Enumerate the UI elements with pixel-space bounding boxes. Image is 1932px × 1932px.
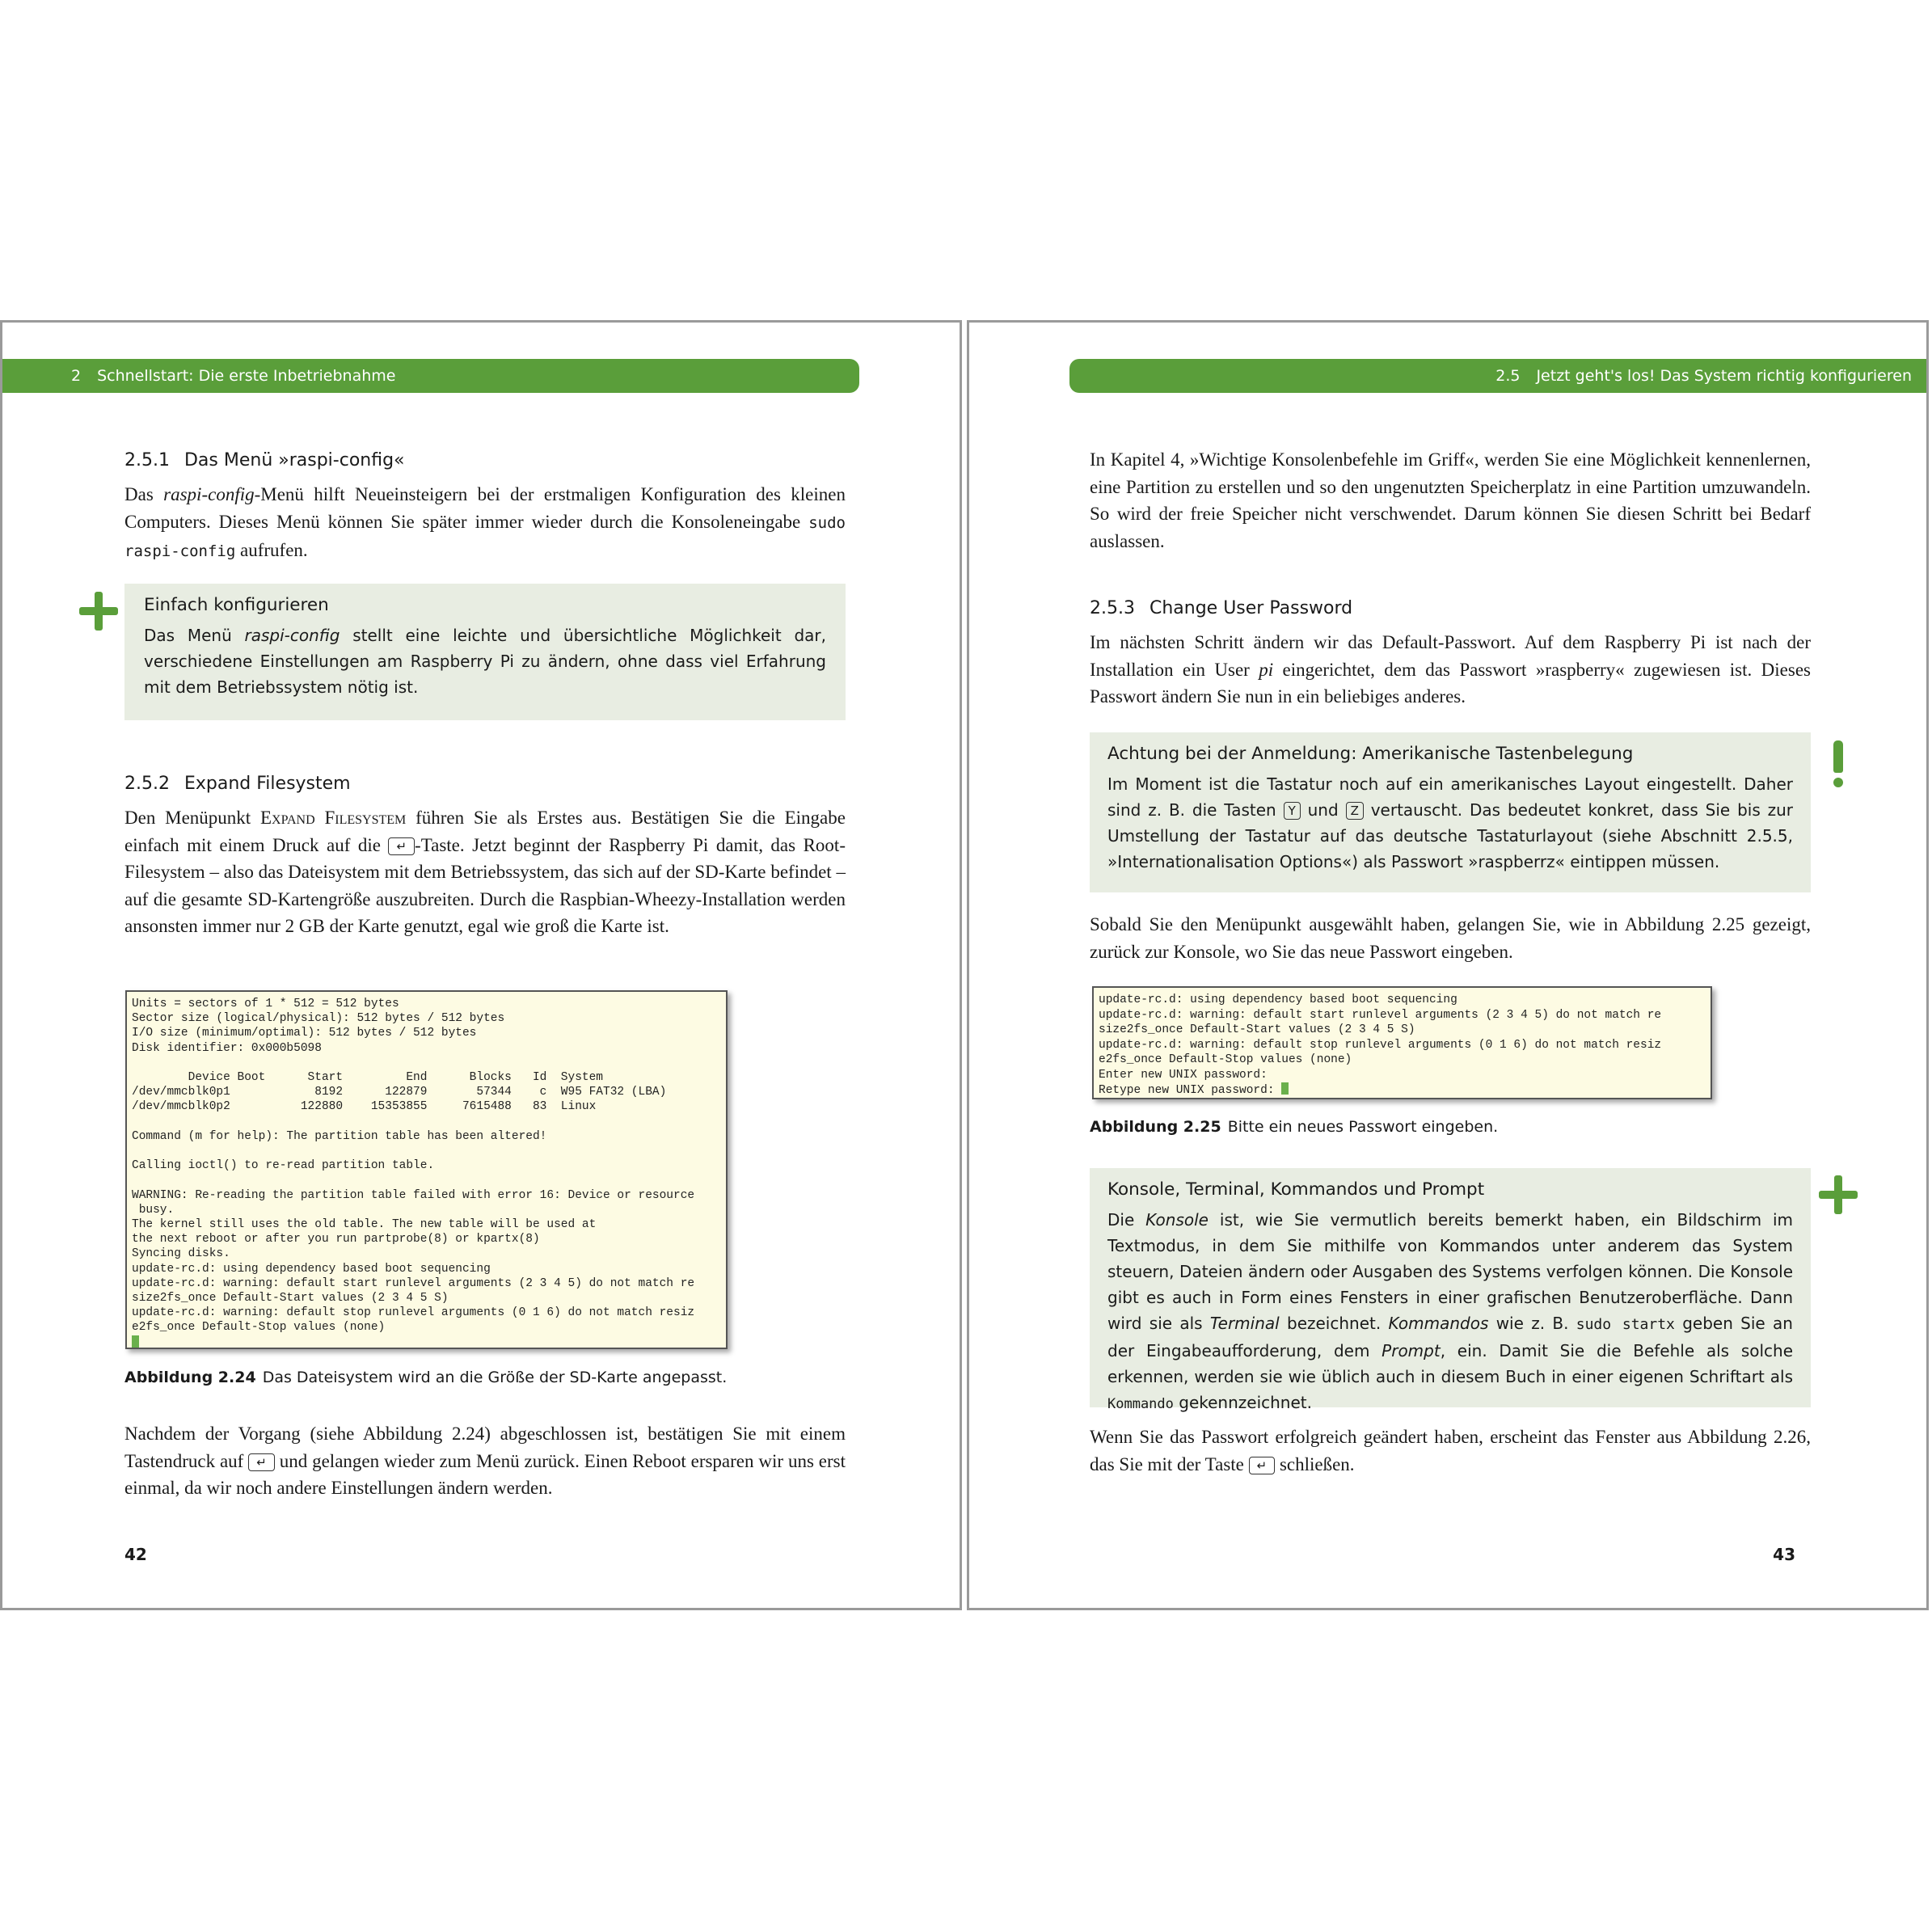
figure-caption-2-24: Abbildung 2.24 Das Dateisystem wird an die Größe der SD-Karte angepasst. bbox=[124, 1369, 728, 1386]
paragraph-change-password: Im nächsten Schritt ändern wir das Default-Passwort. Auf dem Raspberry Pi ist nach der Installation ein User pi eingerichtet, dem das Passwort »raspberry« zugewiesen ist. Dieses Passwort ändern Sie nun in ein beliebiges anderes. bbox=[1090, 632, 1811, 707]
section-header-title: Jetzt geht's los! Das System richtig konfigurieren bbox=[1536, 367, 1912, 385]
key-z: Z bbox=[1346, 802, 1364, 820]
info-box bbox=[1090, 1168, 1811, 1412]
page-number: 42 bbox=[124, 1545, 147, 1564]
chapter-title: Schnellstart: Die erste Inbetriebnahme bbox=[97, 367, 396, 385]
figure-caption-2-25: Abbildung 2.25 Bitte ein neues Passwort eingeben. bbox=[1090, 1118, 1499, 1136]
enter-key-icon: ↵ bbox=[1249, 1457, 1276, 1474]
right-page bbox=[967, 320, 1929, 1610]
enter-key-icon: ↵ bbox=[248, 1453, 275, 1471]
exclamation-warning-icon bbox=[1830, 740, 1846, 787]
tip-box bbox=[124, 584, 846, 720]
enter-key-icon: ↵ bbox=[388, 837, 415, 855]
tip-box-text: Das Menü raspi-config stellt eine leichte und übersichtliche Möglichkeit dar, verschiedene Einstellungen am Raspberry Pi zu ändern, ohne dass viel Erfahrung mit dem Betriebssystem nötig ist. bbox=[144, 626, 827, 697]
tip-box-title: Einfach konfigurieren bbox=[144, 595, 329, 615]
plus-tip-icon bbox=[1819, 1175, 1858, 1214]
section-heading-2-5-1: 2.5.1 Das Menü »raspi-config« bbox=[124, 450, 405, 470]
warning-box-text: Im Moment ist die Tastatur noch auf ein amerikanisches Layout eingestellt. Daher sind z. B. die Tasten Y und Z vertauscht. Das bedeutet konkret, dass Sie bis zur Umstellung der Tastatur auf das deutsche Tastaturlayout (siehe Abschnitt 2.5.5, »Internationalisation Options«) als Passwort »raspberrz« eintippen müssen. bbox=[1107, 774, 1794, 871]
chapter-header: 2 Schnellstart: Die erste Inbetriebnahme bbox=[2, 359, 859, 393]
terminal-cursor bbox=[1281, 1082, 1289, 1095]
section-heading-2-5-3: 2.5.3 Change User Password bbox=[1090, 598, 1353, 618]
paragraph-after-figure: Nachdem der Vorgang (siehe Abbildung 2.24) abgeschlossen ist, bestätigen Sie mit einem Tastendruck auf ↵ und gelangen wieder zum Menü zurück. Einen Reboot ersparen wir uns erst einmal, da wir noch andere Einstellungen ändern werden. bbox=[124, 1424, 846, 1498]
warning-box bbox=[1090, 732, 1811, 892]
paragraph-before-figure: Sobald Sie den Menüpunkt ausgewählt haben, gelangen Sie, wie in Abbildung 2.25 gezeigt, zurück zur Konsole, wo Sie das neue Passwort eingeben. bbox=[1090, 914, 1811, 962]
left-page bbox=[0, 320, 962, 1610]
terminal-screenshot-2-24: Units = sectors of 1 * 512 = 512 bytes Sector size (logical/physical): 512 bytes / 512 bytes I/O size (minimum/optimal): 512 bytes / 512 bytes Disk identifier: 0x000b5098 Device Boot Start End Blocks Id System /dev/mmcblk0p1 8192 122879 57344 c W95 FAT32 (LBA) /dev/mmcblk0p2 122880 15353855 7615488 83 Linux Command (m for help): The partition table has been altered! Calling ioctl() to re-read partition table. WARNING: Re-reading the partition table failed with error 16: Device or resource busy. The kernel still uses the old table. The new table will be used at the next reboot or after you run partprobe(8) or kpartx(8) Syncing disks. update-rc.d: using dependency based boot sequencing update-rc.d: warning: default start runlevel arguments (2 3 4 5) do not match re size2fs_once Default-Start values (2 3 4 5 S) update-rc.d: warning: default stop runlevel arguments (0 1 6) do not match resiz e2fs_once Default-Stop values (none) bbox=[125, 990, 728, 1349]
paragraph-expand-filesystem: Den Menüpunkt Expand Filesystem führen Sie als Erstes aus. Bestätigen Sie die Eingabe einfach mit einem Druck auf die ↵ -Taste. Jetzt beginnt der Raspberry Pi damit, das Root-Filesystem – also das Dateisystem mit dem Betriebssystem, das sich auf der SD-Karte befindet – auf die gesamte SD-Kartengröße auszubreiten. Durch die Raspbian-Wheezy-Installation werden ansonsten immer nur 2 GB der Karte genutzt, egal wie groß die Karte ist. bbox=[124, 808, 846, 936]
terminal-cursor bbox=[132, 1335, 139, 1348]
paragraph-raspi-config: Das raspi-config-Menü hilft Neueinsteigern bei der erstmaligen Konfiguration des kleinen Computers. Dieses Menü können Sie später immer wieder durch die Konsoleneingabe sudo raspi-config aufrufen. bbox=[124, 484, 846, 560]
key-y: Y bbox=[1284, 802, 1301, 820]
page-number: 43 bbox=[1773, 1545, 1795, 1564]
paragraph-last: Wenn Sie das Passwort erfolgreich geändert haben, erscheint das Fenster aus Abbildung 2.26, das Sie mit der Taste ↵ schließen. bbox=[1090, 1427, 1811, 1474]
terminal-screenshot-2-25: update-rc.d: using dependency based boot sequencing update-rc.d: warning: default start runlevel arguments (2 3 4 5) do not match re size2fs_once Default-Start values (2 3 4 5 S) update-rc.d: warning: default stop runlevel arguments (0 1 6) do not match resiz e2fs_once Default-Stop values (none) Enter new UNIX password: Retype new UNIX password: bbox=[1092, 986, 1712, 1099]
section-header: 2.5 Jetzt geht's los! Das System richtig konfigurieren bbox=[1069, 359, 1926, 393]
info-box-text: Die Konsole ist, wie Sie vermutlich bereits bemerkt haben, ein Bildschirm im Textmodus, in dem Sie mithilfe von Kommandos unter anderem das System steuern, Dateien ändern oder Ausgaben des Systems verfolgen können. Die Konsole gibt es auch in Form eines Fensters in einer grafischen Benutzeroberfläche. Dann wird sie als Terminal bezeichnet. Kommandos wie z. B. sudo startx geben Sie an der Eingabeaufforderung, dem Prompt, ein. Damit Sie die Befehle als solche erkennen, werden sie wie üblich auch in diesem Buch in einer eigenen Schriftart als Kommando gekennzeichnet. bbox=[1107, 1210, 1794, 1412]
paragraph-intro: In Kapitel 4, »Wichtige Konsolenbefehle im Griff«, werden Sie eine Möglichkeit kennenlernen, eine Partition zu erstellen und so den ungenutzten Speicherplatz in eine Partition umzuwandeln. So wird der freie Speicher nicht verschwendet. Darum können Sie diesen Schritt bei Bedarf auslassen. bbox=[1090, 449, 1811, 551]
section-heading-2-5-2: 2.5.2 Expand Filesystem bbox=[124, 774, 351, 794]
plus-tip-icon bbox=[79, 592, 118, 631]
info-box-title: Konsole, Terminal, Kommandos und Prompt bbox=[1107, 1179, 1485, 1200]
warning-box-title: Achtung bei der Anmeldung: Amerikanische Tastenbelegung bbox=[1107, 744, 1634, 764]
